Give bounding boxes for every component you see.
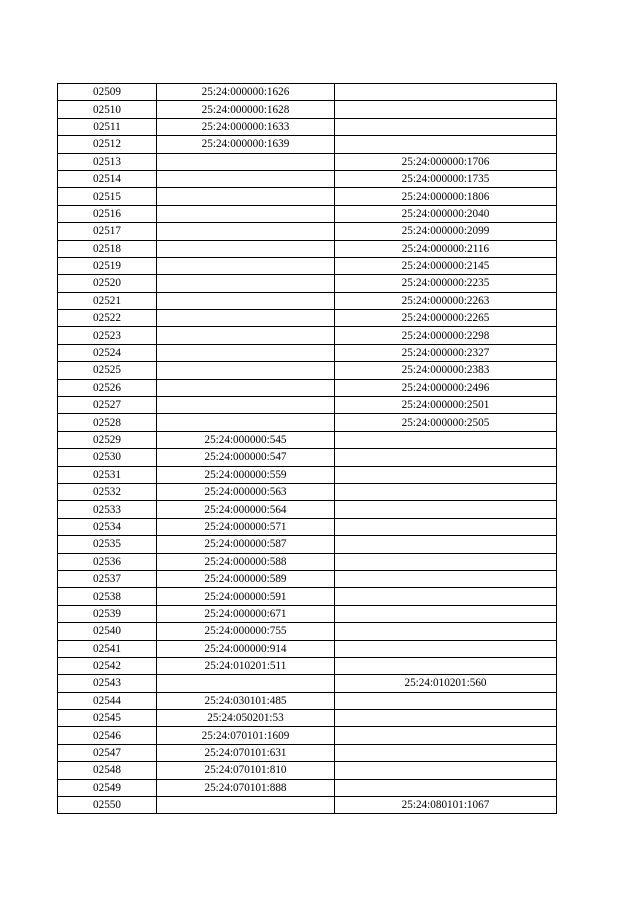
cadastral-number-alt-cell: 25:24:010201:560 — [335, 675, 557, 692]
row-number-cell: 02523 — [58, 327, 157, 344]
cadastral-number-cell — [157, 362, 335, 379]
cadastral-number-alt-cell: 25:24:000000:2298 — [335, 327, 557, 344]
row-number-cell: 02538 — [58, 588, 157, 605]
cadastral-number-alt-cell — [335, 136, 557, 153]
table-row — [58, 292, 557, 309]
cadastral-number-cell: 25:24:000000:571 — [157, 518, 335, 535]
cadastral-number-cell: 25:24:070101:888 — [157, 779, 335, 796]
cadastral-number-alt-cell: 25:24:000000:2496 — [335, 379, 557, 396]
table-row — [58, 275, 557, 292]
cadastral-number-alt-cell: 25:24:000000:2145 — [335, 257, 557, 274]
cadastral-number-cell: 25:24:070101:1609 — [157, 727, 335, 744]
cadastral-number-cell — [157, 170, 335, 187]
row-number-cell: 02537 — [58, 570, 157, 587]
cadastral-number-cell: 25:24:000000:1639 — [157, 136, 335, 153]
row-number-cell: 02525 — [58, 362, 157, 379]
cadastral-number-alt-cell: 25:24:000000:2263 — [335, 292, 557, 309]
cadastral-number-cell — [157, 292, 335, 309]
row-number-cell: 02533 — [58, 501, 157, 518]
cadastral-number-alt-cell: 25:24:000000:2099 — [335, 223, 557, 240]
table-row — [58, 605, 557, 622]
cadastral-number-alt-cell — [335, 623, 557, 640]
cadastral-number-alt-cell — [335, 483, 557, 500]
row-number-cell: 02528 — [58, 414, 157, 431]
row-number-cell: 02518 — [58, 240, 157, 257]
cadastral-number-alt-cell — [335, 588, 557, 605]
cadastral-number-cell — [157, 397, 335, 414]
cadastral-number-cell — [157, 223, 335, 240]
table-row — [58, 518, 557, 535]
cadastral-number-cell: 25:24:000000:591 — [157, 588, 335, 605]
cadastral-number-alt-cell — [335, 84, 557, 101]
row-number-cell: 02526 — [58, 379, 157, 396]
cadastral-number-cell — [157, 153, 335, 170]
cadastral-number-alt-cell — [335, 762, 557, 779]
cadastral-number-cell — [157, 414, 335, 431]
row-number-cell: 02515 — [58, 188, 157, 205]
row-number-cell: 02545 — [58, 710, 157, 727]
row-number-cell: 02550 — [58, 797, 157, 814]
cadastral-number-alt-cell — [335, 518, 557, 535]
table-row — [58, 797, 557, 814]
cadastral-number-alt-cell — [335, 553, 557, 570]
cadastral-number-alt-cell — [335, 640, 557, 657]
table-row — [58, 449, 557, 466]
cadastral-number-alt-cell — [335, 536, 557, 553]
cadastral-number-cell — [157, 379, 335, 396]
row-number-cell: 02544 — [58, 692, 157, 709]
table-row — [58, 414, 557, 431]
cadastral-number-cell: 25:24:000000:1626 — [157, 84, 335, 101]
table-row — [58, 344, 557, 361]
table-row — [58, 657, 557, 674]
table-row — [58, 188, 557, 205]
row-number-cell: 02509 — [58, 84, 157, 101]
table-row — [58, 623, 557, 640]
cadastral-number-cell: 25:24:000000:1628 — [157, 101, 335, 118]
cadastral-number-alt-cell: 25:24:000000:2265 — [335, 310, 557, 327]
cadastral-number-alt-cell — [335, 449, 557, 466]
cadastral-number-cell: 25:24:010201:511 — [157, 657, 335, 674]
cadastral-number-alt-cell: 25:24:000000:2040 — [335, 205, 557, 222]
cadastral-number-alt-cell — [335, 570, 557, 587]
cadastral-number-cell — [157, 344, 335, 361]
table-row — [58, 223, 557, 240]
row-number-cell: 02517 — [58, 223, 157, 240]
cadastral-number-cell: 25:24:000000:1633 — [157, 118, 335, 135]
cadastral-number-alt-cell — [335, 727, 557, 744]
row-number-cell: 02540 — [58, 623, 157, 640]
table-row — [58, 153, 557, 170]
row-number-cell: 02542 — [58, 657, 157, 674]
cadastral-number-alt-cell: 25:24:000000:2505 — [335, 414, 557, 431]
cadastral-number-alt-cell — [335, 710, 557, 727]
table-row — [58, 170, 557, 187]
table-row — [58, 327, 557, 344]
cadastral-number-alt-cell: 25:24:000000:2235 — [335, 275, 557, 292]
row-number-cell: 02539 — [58, 605, 157, 622]
row-number-cell: 02529 — [58, 431, 157, 448]
table-row — [58, 779, 557, 796]
table-row — [58, 675, 557, 692]
cadastral-number-alt-cell: 25:24:080101:1067 — [335, 797, 557, 814]
row-number-cell: 02527 — [58, 397, 157, 414]
table-row — [58, 84, 557, 101]
cadastral-number-cell: 25:24:070101:810 — [157, 762, 335, 779]
row-number-cell: 02519 — [58, 257, 157, 274]
table-row — [58, 431, 557, 448]
row-number-cell: 02521 — [58, 292, 157, 309]
table-row — [58, 536, 557, 553]
table-row — [58, 101, 557, 118]
table-row — [58, 744, 557, 761]
cadastral-number-cell: 25:24:000000:547 — [157, 449, 335, 466]
table-row — [58, 640, 557, 657]
cadastral-number-cell: 25:24:000000:588 — [157, 553, 335, 570]
table-row — [58, 466, 557, 483]
cadastral-number-alt-cell — [335, 744, 557, 761]
table-row — [58, 588, 557, 605]
cadastral-number-cell: 25:24:000000:559 — [157, 466, 335, 483]
table-row — [58, 727, 557, 744]
cadastral-number-alt-cell — [335, 657, 557, 674]
row-number-cell: 02530 — [58, 449, 157, 466]
table-row — [58, 379, 557, 396]
table-row — [58, 136, 557, 153]
cadastral-number-alt-cell: 25:24:000000:2327 — [335, 344, 557, 361]
row-number-cell: 02534 — [58, 518, 157, 535]
row-number-cell: 02535 — [58, 536, 157, 553]
cadastral-number-cell: 25:24:000000:563 — [157, 483, 335, 500]
cadastral-number-alt-cell — [335, 101, 557, 118]
cadastral-number-cell: 25:24:030101:485 — [157, 692, 335, 709]
cadastral-number-alt-cell — [335, 118, 557, 135]
table-row — [58, 362, 557, 379]
row-number-cell: 02513 — [58, 153, 157, 170]
cadastral-number-alt-cell: 25:24:000000:2383 — [335, 362, 557, 379]
table-body — [58, 84, 557, 814]
cadastral-number-alt-cell — [335, 501, 557, 518]
cadastral-number-alt-cell: 25:24:000000:1806 — [335, 188, 557, 205]
cadastral-number-alt-cell: 25:24:000000:1735 — [335, 170, 557, 187]
table-row — [58, 762, 557, 779]
table-row — [58, 553, 557, 570]
row-number-cell: 02541 — [58, 640, 157, 657]
cadastral-number-alt-cell — [335, 605, 557, 622]
row-number-cell: 02536 — [58, 553, 157, 570]
row-number-cell: 02510 — [58, 101, 157, 118]
row-number-cell: 02543 — [58, 675, 157, 692]
cadastral-number-cell: 25:24:070101:631 — [157, 744, 335, 761]
cadastral-number-alt-cell: 25:24:000000:2501 — [335, 397, 557, 414]
cadastral-number-cell — [157, 257, 335, 274]
cadastral-number-cell — [157, 310, 335, 327]
cadastral-number-cell: 25:24:000000:589 — [157, 570, 335, 587]
cadastral-number-cell: 25:24:000000:671 — [157, 605, 335, 622]
cadastral-number-cell — [157, 675, 335, 692]
cadastral-number-alt-cell: 25:24:000000:1706 — [335, 153, 557, 170]
cadastral-number-alt-cell — [335, 779, 557, 796]
cadastral-number-cell — [157, 205, 335, 222]
table-row — [58, 501, 557, 518]
cadastral-number-cell — [157, 797, 335, 814]
row-number-cell: 02531 — [58, 466, 157, 483]
table-row — [58, 118, 557, 135]
row-number-cell: 02548 — [58, 762, 157, 779]
cadastral-number-cell: 25:24:000000:587 — [157, 536, 335, 553]
table-row — [58, 692, 557, 709]
table-row — [58, 310, 557, 327]
cadastral-number-cell: 25:24:000000:545 — [157, 431, 335, 448]
table-row — [58, 570, 557, 587]
cadastral-number-cell — [157, 188, 335, 205]
table-row — [58, 257, 557, 274]
row-number-cell: 02547 — [58, 744, 157, 761]
row-number-cell: 02514 — [58, 170, 157, 187]
cadastral-number-alt-cell — [335, 466, 557, 483]
cadastral-number-cell: 25:24:000000:564 — [157, 501, 335, 518]
row-number-cell: 02512 — [58, 136, 157, 153]
row-number-cell: 02524 — [58, 344, 157, 361]
row-number-cell: 02532 — [58, 483, 157, 500]
cadastral-number-cell: 25:24:000000:755 — [157, 623, 335, 640]
cadastral-number-cell — [157, 240, 335, 257]
table-row — [58, 710, 557, 727]
table-row — [58, 397, 557, 414]
cadastral-number-alt-cell: 25:24:000000:2116 — [335, 240, 557, 257]
cadastral-number-cell: 25:24:050201:53 — [157, 710, 335, 727]
cadastral-number-cell — [157, 327, 335, 344]
row-number-cell: 02520 — [58, 275, 157, 292]
cadastral-number-cell: 25:24:000000:914 — [157, 640, 335, 657]
table-row — [58, 483, 557, 500]
cadastral-number-cell — [157, 275, 335, 292]
row-number-cell: 02511 — [58, 118, 157, 135]
table-row — [58, 240, 557, 257]
cadastral-number-alt-cell — [335, 692, 557, 709]
row-number-cell: 02516 — [58, 205, 157, 222]
row-number-cell: 02522 — [58, 310, 157, 327]
row-number-cell: 02546 — [58, 727, 157, 744]
cadastral-table — [57, 83, 557, 814]
cadastral-number-alt-cell — [335, 431, 557, 448]
table-row — [58, 205, 557, 222]
row-number-cell: 02549 — [58, 779, 157, 796]
